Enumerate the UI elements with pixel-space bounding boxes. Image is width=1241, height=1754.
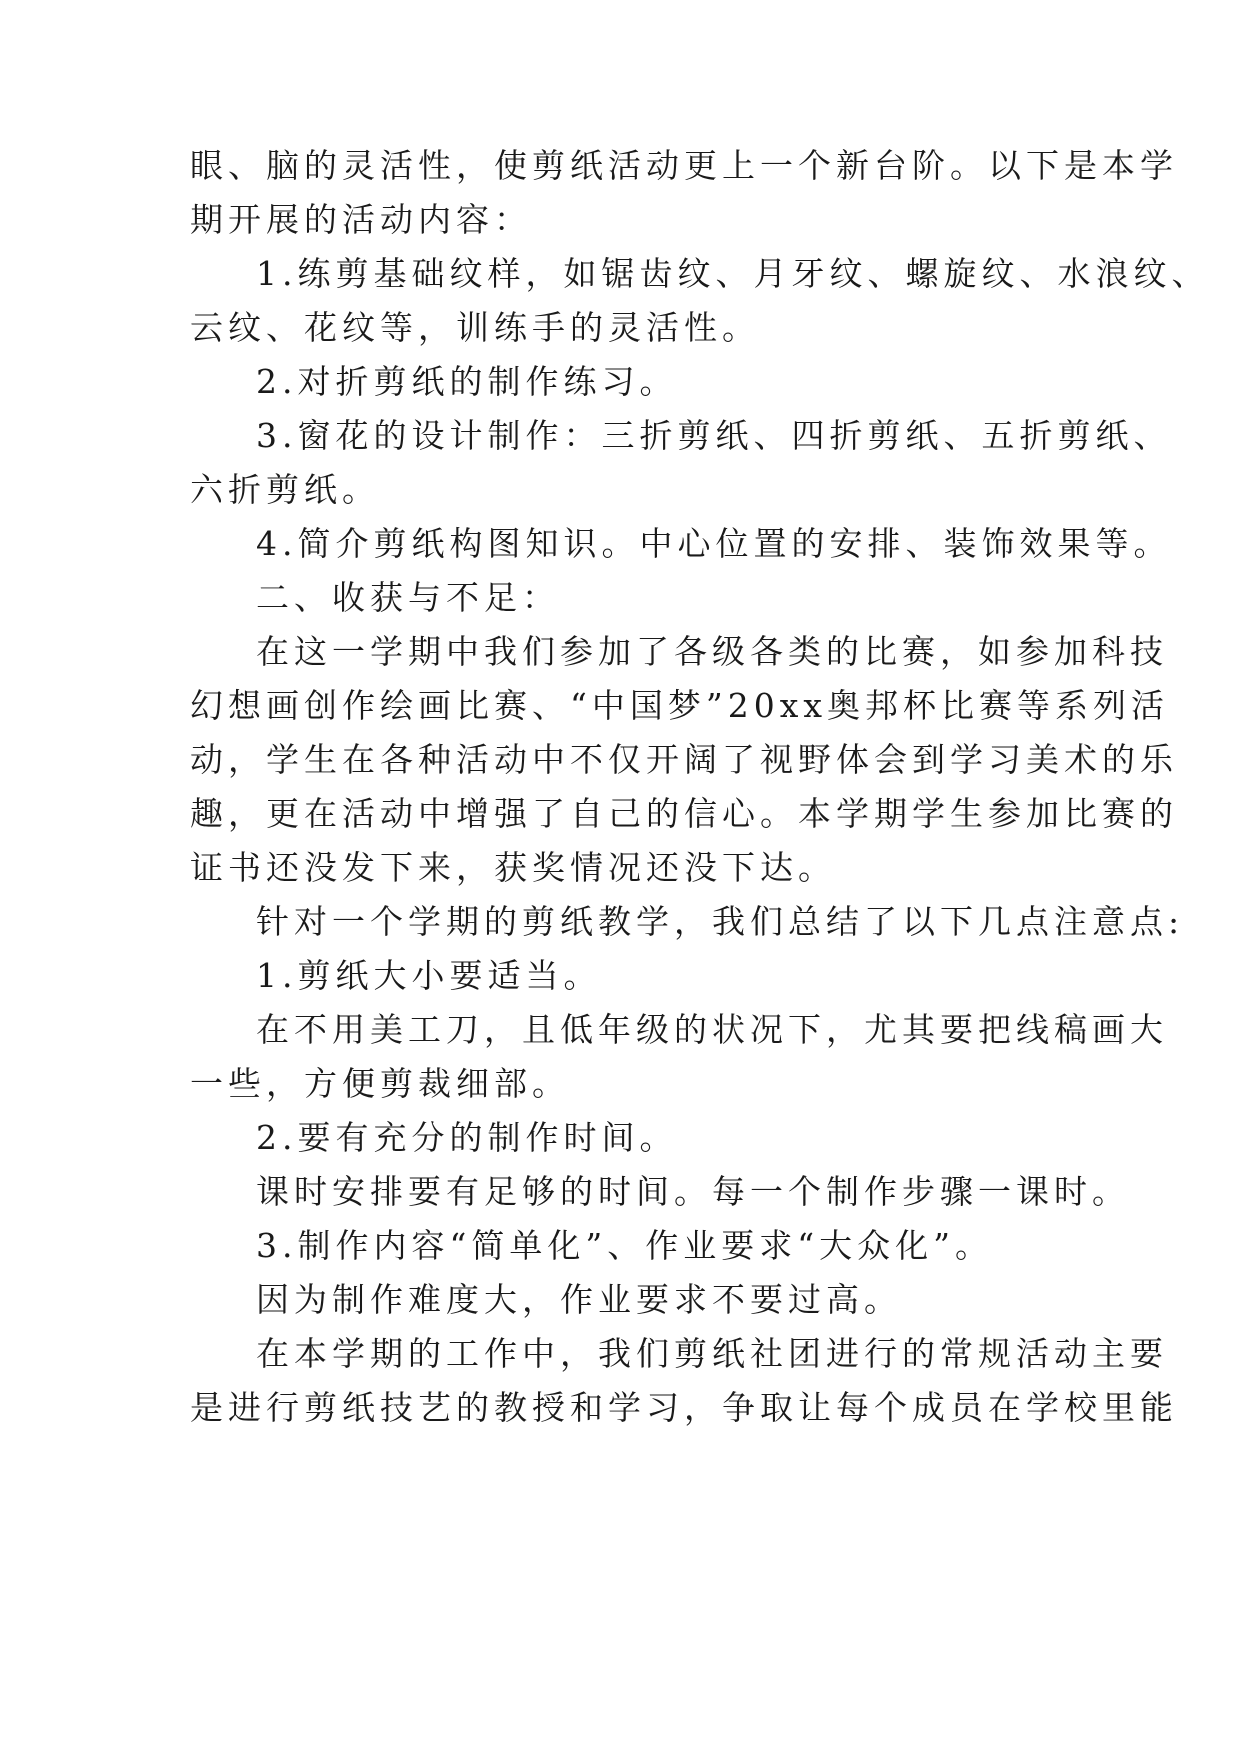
- text-line: 证书还没发下来，获奖情况还没下达。: [190, 848, 836, 887]
- text-line: 因为制作难度大，作业要求不要过高。: [256, 1280, 902, 1319]
- list-item: 1.练剪基础纹样，如锯齿纹、月牙纹、螺旋纹、水浪纹、: [256, 254, 1210, 293]
- text-line: 在不用美工刀，且低年级的状况下，尤其要把线稿画大: [256, 1010, 1168, 1049]
- list-item: 4.简介剪纸构图知识。中心位置的安排、装饰效果等。: [256, 524, 1172, 563]
- text-line: 动，学生在各种活动中不仅开阔了视野体会到学习美术的乐: [190, 740, 1178, 779]
- text-line: 期开展的活动内容：: [190, 200, 532, 239]
- section-heading: 二、收获与不足：: [256, 578, 560, 617]
- list-item: 1.剪纸大小要适当。: [256, 956, 602, 995]
- text-line: 眼、脑的灵活性，使剪纸活动更上一个新台阶。以下是本学: [190, 146, 1178, 185]
- text-line: 是进行剪纸技艺的教授和学习，争取让每个成员在学校里能: [190, 1388, 1178, 1427]
- list-item: 3.窗花的设计制作：三折剪纸、四折剪纸、五折剪纸、: [256, 416, 1172, 455]
- text-line: 课时安排要有足够的时间。每一个制作步骤一课时。: [256, 1172, 1130, 1211]
- list-item: 3.制作内容“简单化”、作业要求“大众化”。: [256, 1226, 993, 1265]
- text-line: 六折剪纸。: [190, 470, 380, 509]
- text-line: 在本学期的工作中，我们剪纸社团进行的常规活动主要: [256, 1334, 1168, 1373]
- text-line: 云纹、花纹等，训练手的灵活性。: [190, 308, 760, 347]
- list-item: 2.对折剪纸的制作练习。: [256, 362, 678, 401]
- list-item: 2.要有充分的制作时间。: [256, 1118, 678, 1157]
- text-line: 幻想画创作绘画比赛、“中国梦”20xx奥邦杯比赛等系列活: [190, 686, 1169, 725]
- text-line: 在这一学期中我们参加了各级各类的比赛，如参加科技: [256, 632, 1168, 671]
- text-line: 趣，更在活动中增强了自己的信心。本学期学生参加比赛的: [190, 794, 1178, 833]
- text-line: 针对一个学期的剪纸教学，我们总结了以下几点注意点:: [256, 902, 1185, 941]
- text-line: 一些，方便剪裁细部。: [190, 1064, 570, 1103]
